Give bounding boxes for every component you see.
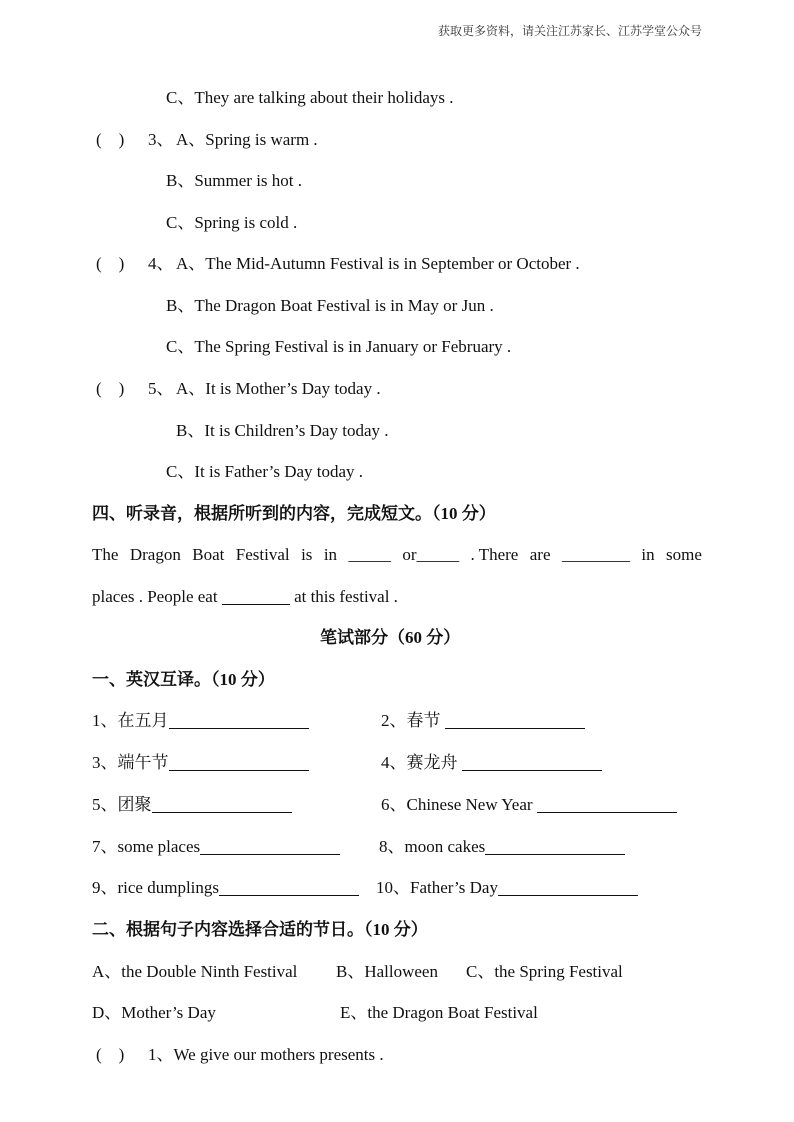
- section-4-passage-line-1: [92, 545, 702, 565]
- q3-option-b: B、Summer is hot .: [166, 171, 303, 190]
- answer-blank: [498, 879, 638, 896]
- passage-word: Dragon: [129, 545, 181, 564]
- passage-word: in: [323, 545, 338, 564]
- passage-blank-line: [222, 588, 290, 605]
- translate-item-text: 8、moon cakes: [379, 837, 486, 856]
- passage-word: is: [301, 545, 313, 564]
- translate-item: [381, 753, 602, 773]
- q4-option-c: C、The Spring Festival is in January or February .: [166, 337, 512, 356]
- q4-answer-paren: ( ): [96, 254, 125, 273]
- q5-number: 5、: [148, 379, 174, 398]
- part-1-title: 一、英汉互译。（10 分）: [92, 670, 275, 689]
- q4-number: 4、: [148, 254, 174, 273]
- written-part-title: 笔试部分（60 分）: [320, 628, 461, 647]
- passage-word: are: [529, 545, 551, 564]
- festival-option-e: E、the Dragon Boat Festival: [340, 1003, 538, 1022]
- translate-item: [376, 878, 638, 898]
- answer-blank: [200, 838, 340, 855]
- translate-item-text: 4、赛龙舟: [381, 753, 462, 772]
- answer-blank: [169, 712, 309, 729]
- q2-option-c: C、They are talking about their holidays .: [166, 88, 454, 107]
- passage-blank: ________: [561, 545, 630, 564]
- festival-option-a: A、the Double Ninth Festival: [92, 962, 298, 981]
- passage-blank: or_____: [402, 545, 460, 564]
- passage-word: some: [666, 545, 702, 564]
- translate-item: [381, 711, 585, 731]
- festival-option-c: C、the Spring Festival: [466, 962, 623, 981]
- translate-item: [92, 795, 292, 815]
- passage-text: at this festival .: [289, 587, 398, 606]
- q5-option-c: C、It is Father’s Day today .: [166, 462, 364, 481]
- p2-q1-answer-paren: ( ): [96, 1045, 125, 1064]
- q4-option-b: B、The Dragon Boat Festival is in May or Jun .: [166, 296, 494, 315]
- festival-option-d: D、Mother’s Day: [92, 1003, 216, 1022]
- answer-blank: [169, 754, 309, 771]
- answer-blank: [219, 879, 359, 896]
- answer-blank: [445, 712, 585, 729]
- passage-blank: _____: [348, 545, 391, 564]
- passage-word: The: [92, 545, 119, 564]
- translate-item-text: 2、春节: [381, 711, 445, 730]
- answer-blank: [537, 796, 677, 813]
- passage-text: places . People eat: [92, 587, 222, 606]
- passage-word: . There: [470, 545, 519, 564]
- translate-item: [92, 753, 309, 773]
- answer-blank: [462, 754, 602, 771]
- translate-item-text: 6、Chinese New Year: [381, 795, 537, 814]
- q5-option-a: A、It is Mother’s Day today .: [176, 379, 381, 398]
- q5-option-b: B、It is Children’s Day today .: [176, 421, 389, 440]
- translate-item-text: 5、团聚: [92, 795, 152, 814]
- translate-item: [92, 878, 359, 898]
- translate-item-text: 7、some places: [92, 837, 201, 856]
- q4-option-a: A、The Mid-Autumn Festival is in September or October .: [176, 254, 580, 273]
- festival-option-b: B、Halloween: [336, 962, 438, 981]
- q3-option-a: A、Spring is warm .: [176, 130, 318, 149]
- q5-answer-paren: ( ): [96, 379, 125, 398]
- p2-q1-text: 1、We give our mothers presents .: [148, 1045, 384, 1064]
- q3-option-c: C、Spring is cold .: [166, 213, 298, 232]
- q3-answer-paren: ( ): [96, 130, 125, 149]
- section-4-title: 四、听录音，根据所听到的内容，完成短文。（10 分）: [92, 504, 496, 523]
- answer-blank: [485, 838, 625, 855]
- translate-item: [379, 837, 625, 857]
- passage-word: Boat: [192, 545, 225, 564]
- translate-item-text: 9、rice dumplings: [92, 878, 220, 897]
- translate-item: [92, 711, 309, 731]
- translate-item: [92, 837, 340, 857]
- answer-blank: [152, 796, 292, 813]
- translate-item-text: 3、端午节: [92, 753, 169, 772]
- part-2-title: 二、根据句子内容选择合适的节日。（10 分）: [92, 920, 428, 939]
- passage-word: Festival: [235, 545, 290, 564]
- translate-item-text: 1、在五月: [92, 711, 169, 730]
- page-header-notice: 获取更多资料，请关注江苏家长、江苏学堂公众号: [437, 24, 702, 38]
- passage-word: in: [641, 545, 655, 564]
- section-4-passage-line-2: [92, 587, 398, 607]
- translate-item: [381, 795, 677, 815]
- q3-number: 3、: [148, 130, 174, 149]
- translate-item-text: 10、Father’s Day: [376, 878, 498, 897]
